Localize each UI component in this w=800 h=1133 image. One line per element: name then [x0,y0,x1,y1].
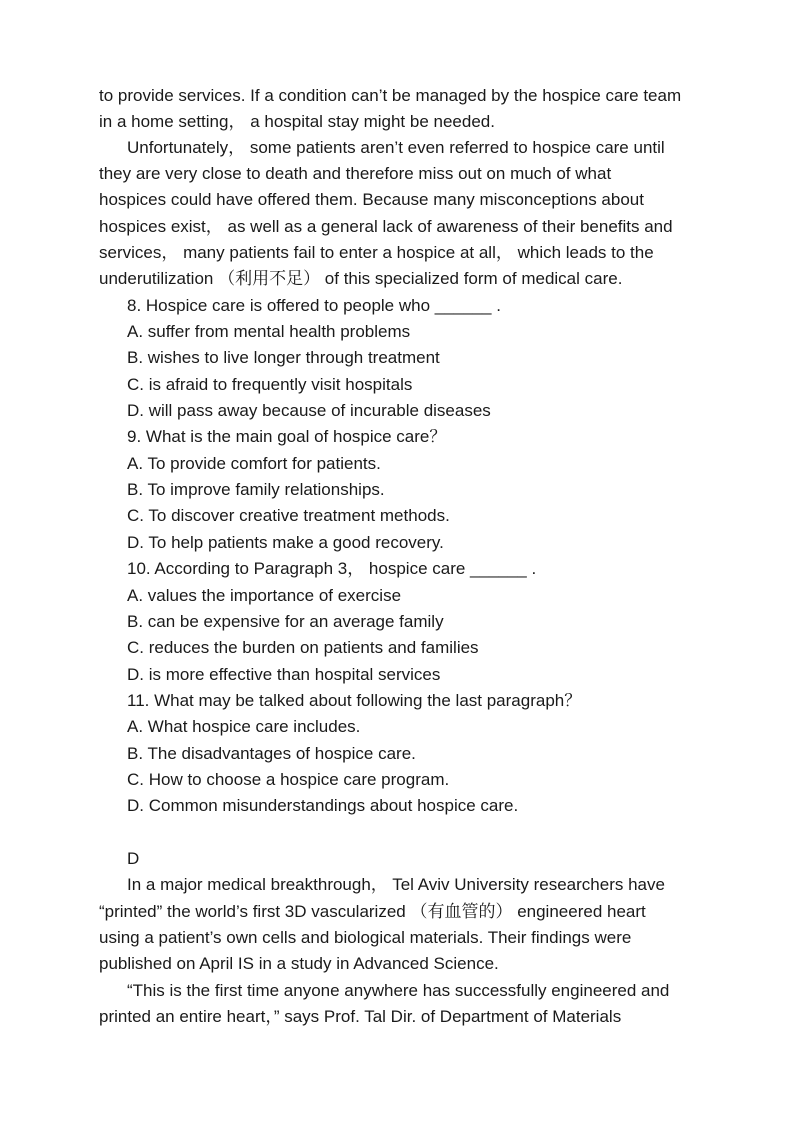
question-11-stem: 11. What may be talked about following the last paragraph？ [127,691,582,710]
question-8-option-c: C. is afraid to frequently visit hospitals [127,375,413,394]
question-10-option-c: C. reduces the burden on patients and families [127,638,479,657]
text-line: printed an entire heart，” says Prof. Tal Dir. of Department of Materials [99,1007,622,1026]
question-8-option-a: A. suffer from mental health problems [127,322,411,341]
question-9-option-d: D. To help patients make a good recovery. [127,533,444,552]
question-11-option-c: C. How to choose a hospice care program. [127,770,450,789]
text-line: they are very close to death and therefore miss out on much of what [99,164,612,183]
question-8-stem: 8. Hospice care is offered to people who ______ . [127,296,501,315]
question-8-option-d: D. will pass away because of incurable diseases [127,401,491,420]
text-line: services， many patients fail to enter a hospice at all， which leads to the [99,243,654,262]
question-10-option-a: A. values the importance of exercise [127,586,402,605]
paragraph-first-line: “This is the first time anyone anywhere has successfully engineered and [127,981,670,1000]
paragraph-first-line: Unfortunately， some patients aren’t even referred to hospice care until [127,138,665,157]
text-line: hospices could have offered them. Because many misconceptions about [99,190,644,209]
text-line: published on April IS in a study in Advanced Science. [99,954,499,973]
question-11-option-a: A. What hospice care includes. [127,717,361,736]
question-10-stem: 10. According to Paragraph 3， hospice care ______ . [127,559,537,578]
text-line: using a patient’s own cells and biological materials. Their findings were [99,928,632,947]
question-9-option-b: B. To improve family relationships. [127,480,385,499]
text-line: “printed” the world’s first 3D vascularized （有血管的） engineered heart [99,902,646,921]
question-8-option-b: B. wishes to live longer through treatment [127,348,440,367]
text-line: in a home setting， a hospital stay might be needed. [99,112,495,131]
section-heading: D [127,849,140,868]
question-9-stem: 9. What is the main goal of hospice care？ [127,427,447,446]
question-11-option-d: D. Common misunderstandings about hospice care. [127,796,519,815]
question-9-option-a: A. To provide comfort for patients. [127,454,381,473]
text-line: to provide services. If a condition can’t be managed by the hospice care team [99,86,682,105]
question-10-option-d: D. is more effective than hospital services [127,665,441,684]
question-10-option-b: B. can be expensive for an average family [127,612,444,631]
text-line: hospices exist， as well as a general lack of awareness of their benefits and [99,217,673,236]
question-11-option-b: B. The disadvantages of hospice care. [127,744,416,763]
question-9-option-c: C. To discover creative treatment methods. [127,506,450,525]
text-line: underutilization （利用不足） of this specialized form of medical care. [99,269,623,288]
paragraph-first-line: In a major medical breakthrough， Tel Aviv University researchers have [127,875,665,894]
